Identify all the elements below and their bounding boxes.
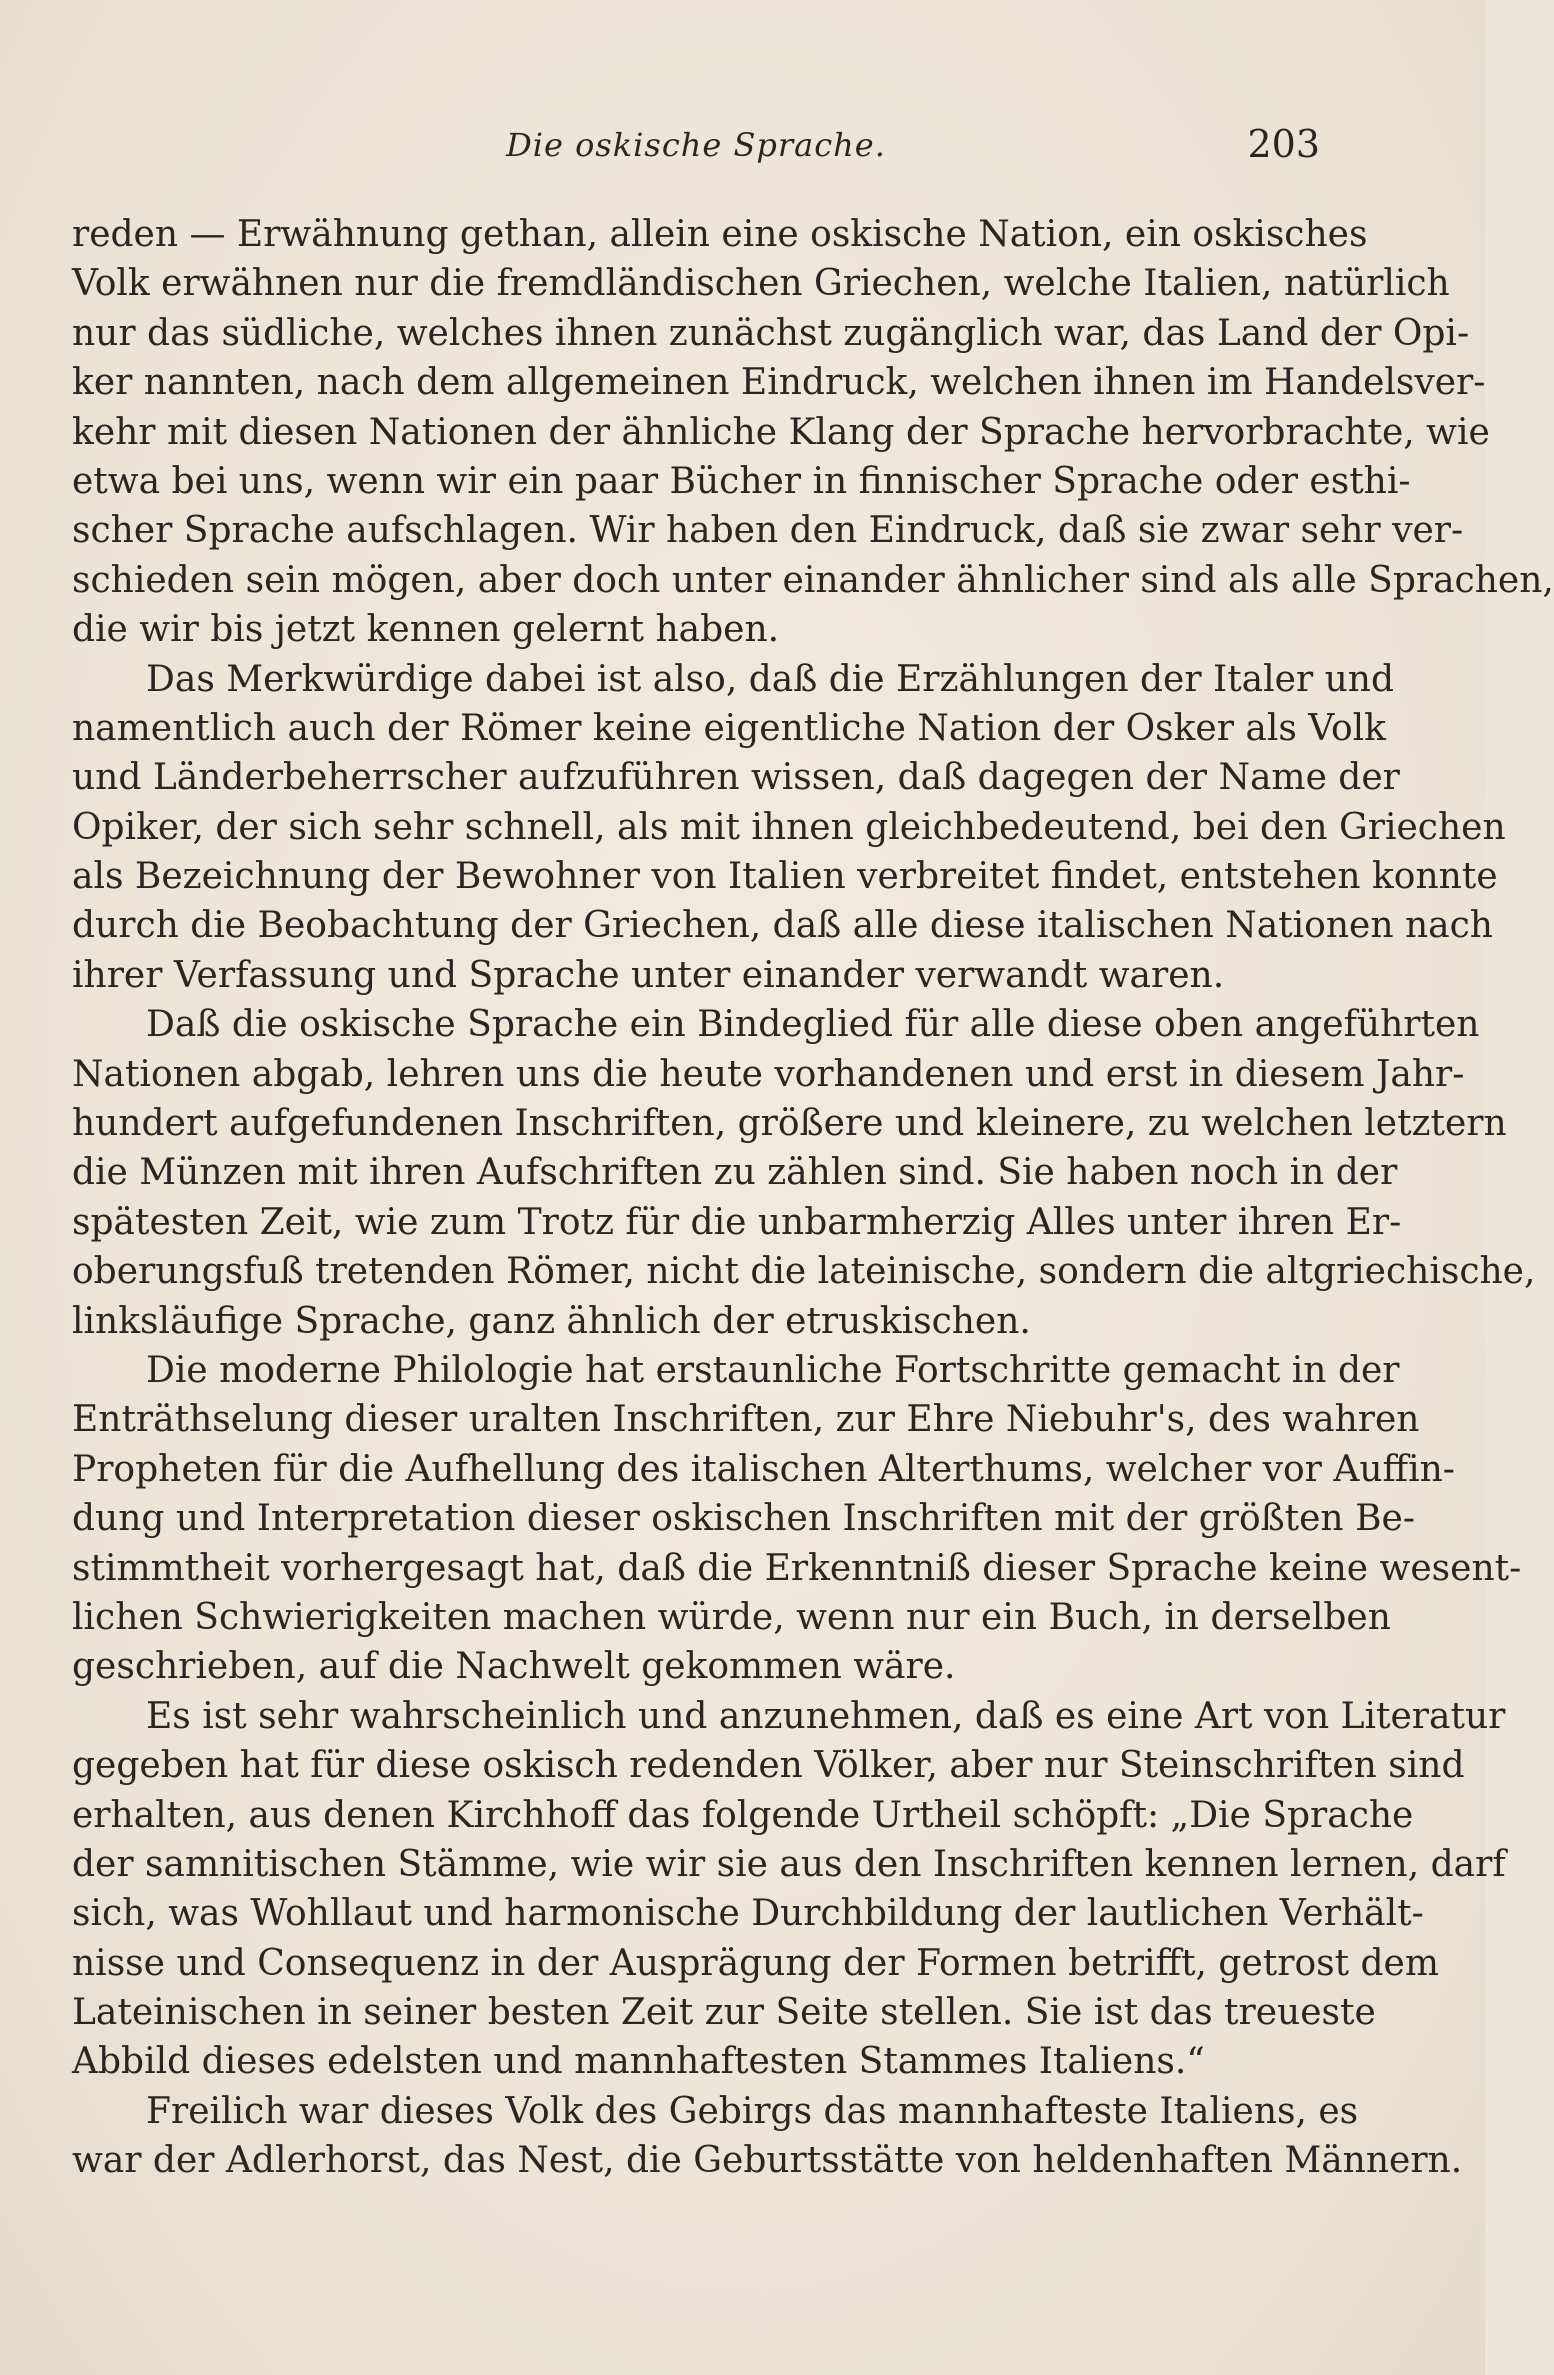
text-line: durch die Beobachtung der Griechen, daß alle diese italischen Nationen nach — [72, 905, 1493, 947]
running-title: Die oskische Sprache. — [506, 126, 886, 164]
text-line: linksläufige Sprache, ganz ähnlich der etruskischen. — [72, 1300, 1031, 1342]
text-line: spätesten Zeit, wie zum Trotz für die unbarmherzig Alles unter ihren Er- — [72, 1201, 1402, 1243]
text-line: etwa bei uns, wenn wir ein paar Bücher in finnischer Sprache oder esthi- — [72, 460, 1411, 502]
text-line: als Bezeichnung der Bewohner von Italien verbreitet findet, entstehen konnte — [72, 856, 1498, 898]
text-line: erhalten, aus denen Kirchhoff das folgende Urtheil schöpft: „Die Sprache — [72, 1794, 1414, 1836]
text-line: der samnitischen Stämme, wie wir sie aus den Inschriften kennen lernen, darf — [72, 1843, 1506, 1885]
text-line: geschrieben, auf die Nachwelt gekommen wäre. — [72, 1646, 956, 1688]
text-line: ker nannten, nach dem allgemeinen Eindruck, welchen ihnen im Handelsver- — [72, 362, 1486, 404]
text-line: hundert aufgefundenen Inschriften, größere und kleinere, zu welchen letztern — [72, 1103, 1507, 1145]
text-line: Abbild dieses edelsten und mannhaftesten Stammes Italiens.“ — [72, 2041, 1205, 2083]
text-line: lichen Schwierigkeiten machen würde, wenn nur ein Buch, in derselben — [72, 1596, 1391, 1638]
paragraph-first-line: Freilich war dieses Volk des Gebirgs das mannhafteste Italiens, es — [146, 2090, 1359, 2132]
text-line: ihrer Verfassung und Sprache unter einander verwandt waren. — [72, 954, 1225, 996]
text-line: sich, was Wohllaut und harmonische Durchbildung der lautlichen Verhält- — [72, 1893, 1424, 1935]
paragraph-first-line: Das Merkwürdige dabei ist also, daß die Erzählungen der Italer und — [146, 658, 1395, 700]
paragraph-first-line: Es ist sehr wahrscheinlich und anzunehmen, daß es eine Art von Literatur — [146, 1695, 1506, 1737]
text-line: nur das südliche, welches ihnen zunächst zugänglich war, das Land der Opi- — [72, 312, 1470, 354]
paragraph-first-line: Die moderne Philologie hat erstaunliche Fortschritte gemacht in der — [146, 1349, 1400, 1391]
text-line: Propheten für die Aufhellung des italischen Alterthums, welcher vor Auffin- — [72, 1448, 1455, 1490]
text-line: nisse und Consequenz in der Ausprägung der Formen betrifft, getrost dem — [72, 1942, 1439, 1984]
text-line: namentlich auch der Römer keine eigentliche Nation der Osker als Volk — [72, 707, 1386, 749]
text-line: schieden sein mögen, aber doch unter einander ähnlicher sind als alle Sprachen, — [72, 559, 1554, 601]
page-number: 203 — [1247, 122, 1320, 166]
text-line: die wir bis jetzt kennen gelernt haben. — [72, 609, 780, 651]
text-line: kehr mit diesen Nationen der ähnliche Klang der Sprache hervorbrachte, wie — [72, 411, 1490, 453]
text-line: reden — Erwähnung gethan, allein eine oskische Nation, ein oskisches — [72, 214, 1368, 255]
text-line: Volk erwähnen nur die fremdländischen Griechen, welche Italien, natürlich — [72, 263, 1450, 305]
text-line: oberungsfuß tretenden Römer, nicht die lateinische, sondern die altgriechische, — [72, 1251, 1536, 1293]
body-text — [72, 210, 1554, 2186]
page-header — [72, 118, 1320, 178]
text-line: und Länderbeherrscher aufzuführen wissen, daß dagegen der Name der — [72, 757, 1400, 799]
text-line: gegeben hat für diese oskisch redenden Völker, aber nur Steinschriften sind — [72, 1745, 1465, 1787]
text-line: scher Sprache aufschlagen. Wir haben den Eindruck, daß sie zwar sehr ver- — [72, 510, 1464, 552]
text-line: Opiker, der sich sehr schnell, als mit ihnen gleichbedeutend, bei den Griechen — [72, 806, 1506, 848]
text-line: Enträthselung dieser uralten Inschriften, zur Ehre Niebuhr's, des wahren — [72, 1399, 1420, 1441]
text-line: dung und Interpretation dieser oskischen Inschriften mit der größten Be- — [72, 1498, 1415, 1540]
text-line: die Münzen mit ihren Aufschriften zu zählen sind. Sie haben noch in der — [72, 1152, 1398, 1194]
paragraph-first-line: Daß die oskische Sprache ein Bindeglied für alle diese oben angeführten — [146, 1004, 1480, 1046]
text-line: Nationen abgab, lehren uns die heute vorhandenen und erst in diesem Jahr- — [72, 1053, 1465, 1095]
text-line: Lateinischen in seiner besten Zeit zur Seite stellen. Sie ist das treueste — [72, 1992, 1376, 2034]
text-line: war der Adlerhorst, das Nest, die Geburtsstätte von heldenhaften Männern. — [72, 2140, 1463, 2182]
text-line: stimmtheit vorhergesagt hat, daß die Erkenntniß dieser Sprache keine wesent- — [72, 1547, 1522, 1589]
